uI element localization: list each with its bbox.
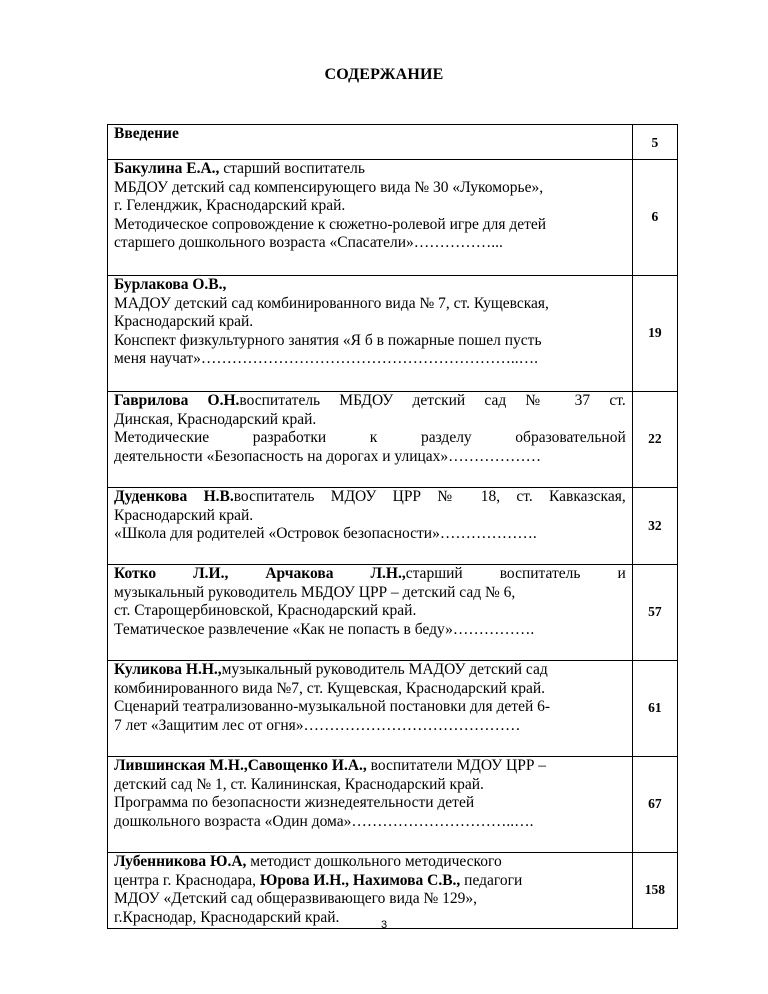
entry-text: Тематическое развлечение «Как не попасть в беду»……………. [114, 620, 535, 638]
toc-entry-line [114, 313, 626, 332]
toc-entry-line [114, 794, 626, 813]
toc-entry [108, 160, 678, 276]
toc-entry-description [108, 392, 633, 488]
toc-entry-line [114, 565, 626, 584]
toc-entry-line [114, 216, 626, 235]
entry-text: МАДОУ детский сад комбинированного вида № 7, ст. Кущевская, [114, 294, 549, 312]
entry-text: музыкальный руководитель МБДОУ ЦРР – детский сад № 6, [114, 583, 516, 601]
entry-text: 7 лет «Защитим лес от огня»…………………………………… [114, 716, 521, 734]
toc-entry [108, 125, 678, 160]
toc-entry-line [114, 429, 626, 448]
toc-entry-description [108, 661, 633, 757]
toc-entry-line [114, 661, 626, 680]
entry-text: старшего дошкольного возраста «Спасатели»……………... [114, 234, 503, 252]
entry-text: Программа по безопасности жизнедеятельности детей [114, 794, 475, 812]
author-name: Котко Л.И., Арчакова Л.Н., [114, 565, 406, 582]
author-name: Бурлакова О.В., [114, 276, 227, 293]
toc-entry [108, 565, 678, 661]
toc-page-number: 6 [632, 160, 677, 276]
entry-text: Сценарий театрализованно-музыкальной постановки для детей 6- [114, 698, 551, 716]
toc-entry-line [114, 295, 626, 314]
contents-table [107, 124, 678, 929]
entry-text: Конспект физкультурного занятия «Я б в пожарные пошел пусть [114, 331, 542, 349]
toc-entry [108, 392, 678, 488]
entry-text: методист дошкольного методического [246, 853, 502, 870]
entry-text: воспитатели МДОУ ЦРР – [366, 757, 547, 774]
toc-entry-line [114, 392, 626, 411]
entry-text: МБДОУ детский сад компенсирующего вида № 30 «Лукоморье», [114, 178, 544, 196]
author-name: Бакулина Е.А., [114, 160, 220, 177]
entry-text: воспитатель МДОУ ЦРР № 18, ст. Кавказская, [233, 488, 626, 505]
author-name: Дуденкова Н.В. [114, 488, 234, 505]
toc-entry-description [108, 160, 633, 276]
entry-text: г. Геленджик, Краснодарский край. [114, 197, 346, 215]
toc-page-number: 5 [632, 125, 677, 160]
author-name: Гаврилова О.Н. [114, 392, 240, 409]
entry-text: Методические разработки к разделу образовательной [114, 429, 626, 447]
entry-text: старший воспитатель и [405, 565, 626, 582]
toc-page-number: 22 [632, 392, 677, 488]
author-name: Юрова И.Н., Нахимова С.В., [259, 871, 461, 889]
toc-entry-line [114, 197, 626, 216]
toc-entry-description [108, 757, 633, 853]
toc-entry-line [114, 698, 626, 717]
toc-entry-description [108, 125, 633, 160]
toc-entry-line [114, 813, 626, 832]
entry-text: Краснодарский край. [114, 313, 254, 331]
toc-page-number: 67 [632, 757, 677, 853]
toc-entry-line [114, 160, 626, 179]
toc-entry-line [114, 602, 626, 621]
entry-text: детский сад № 1, ст. Калининская, Краснодарский край. [114, 775, 484, 793]
toc-entry-line [114, 757, 626, 776]
entry-text: дошкольного возраста «Один дома»…………………………..…. [114, 812, 534, 830]
toc-entry-description [108, 565, 633, 661]
toc-entry-line [114, 332, 626, 351]
entry-text: Динская, Краснодарский край. [114, 410, 317, 428]
toc-entry [108, 757, 678, 853]
toc-page-number: 19 [632, 276, 677, 392]
toc-entry [108, 276, 678, 392]
author-name: Лившинская М.Н.,Савощенко И.А., [114, 757, 367, 774]
page-title: СОДЕРЖАНИЕ [324, 66, 444, 83]
toc-entry [108, 661, 678, 757]
page-number: 3 [380, 919, 388, 931]
entry-text: музыкальный руководитель МАДОУ детский сад [221, 661, 548, 678]
toc-entry-line [114, 680, 626, 699]
entry-text: старший воспитатель [219, 160, 365, 177]
author-name: Куликова Н.Н., [114, 661, 222, 678]
toc-entry-line [114, 717, 626, 736]
toc-entry-line [114, 621, 626, 640]
toc-entry-line [114, 853, 626, 872]
toc-entry-line [114, 507, 626, 526]
entry-text: меня научат»……………………………………………………..…. [114, 350, 539, 368]
entry-text: «Школа для родителей «Островок безопасности»………………. [114, 525, 537, 543]
toc-entry-line [114, 125, 626, 144]
toc-entry [108, 488, 678, 565]
author-name: Лубенникова Ю.А, [114, 853, 247, 870]
toc-entry-description [108, 488, 633, 565]
toc-entry-line [114, 890, 626, 909]
toc-entry-description [108, 853, 633, 929]
entry-text: педагоги [460, 871, 523, 889]
toc-entry-line [114, 488, 626, 507]
toc-entry-line [114, 525, 626, 544]
toc-entry-line [114, 872, 626, 891]
entry-text: деятельности «Безопасность на дорогах и улицах»……………… [114, 447, 542, 465]
entry-text: воспитатель МБДОУ детский сад № 37 ст. [239, 392, 626, 409]
toc-entry-line [114, 350, 626, 369]
entry-text: Методическое сопровождение к сюжетно-ролевой игре для детей [114, 215, 547, 233]
entry-text: г.Краснодар, Краснодарский край. [114, 908, 340, 926]
toc-page-number: 57 [632, 565, 677, 661]
toc-page-number: 61 [632, 661, 677, 757]
toc-page-number: 32 [632, 488, 677, 565]
toc-entry [108, 853, 678, 929]
toc-entry-description [108, 276, 633, 392]
entry-text: комбинированного вида №7, ст. Кущевская, Краснодарский край. [114, 679, 546, 697]
toc-entry-line [114, 584, 626, 603]
toc-entry-line [114, 179, 626, 198]
toc-entry-line [114, 411, 626, 430]
toc-entry-line [114, 448, 626, 467]
toc-entry-line [114, 276, 626, 295]
author-name: Введение [114, 125, 179, 142]
toc-page-number: 158 [632, 853, 677, 929]
entry-text: МДОУ «Детский сад общеразвивающего вида № 129», [114, 890, 478, 908]
toc-entry-line [114, 776, 626, 795]
toc-entry-line [114, 234, 626, 253]
entry-text: Краснодарский край. [114, 506, 254, 524]
entry-text: центра г. Краснодара, [114, 871, 260, 889]
entry-text: ст. Старощербиновской, Краснодарский край. [114, 602, 417, 620]
